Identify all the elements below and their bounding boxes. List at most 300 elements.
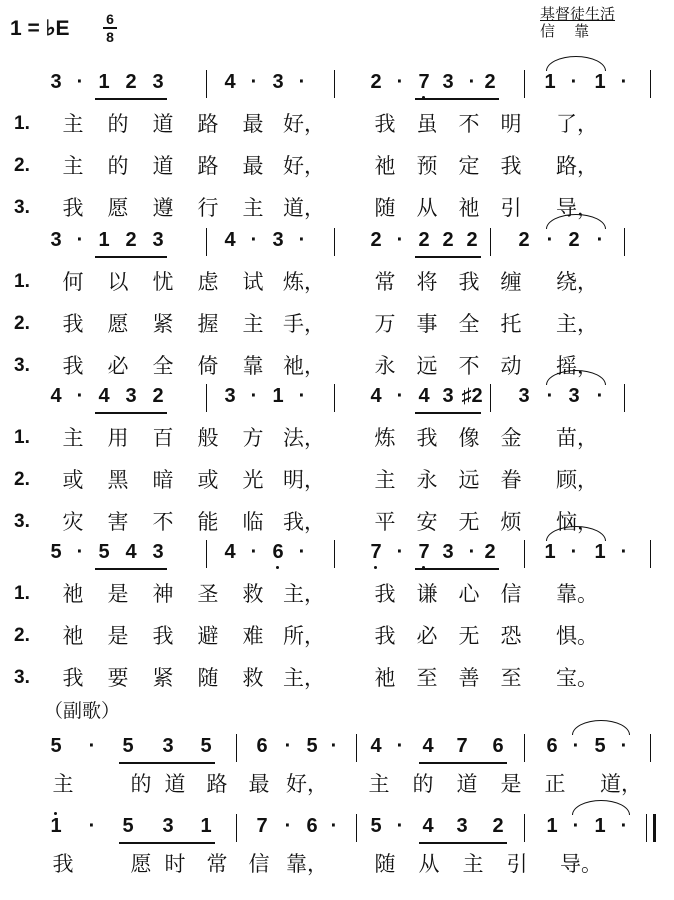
duration-dot: · bbox=[250, 229, 258, 251]
note: 3 bbox=[50, 71, 62, 93]
lyric-syllable: 事 bbox=[416, 312, 438, 336]
lyric-syllable: 主 bbox=[368, 772, 390, 796]
verse-number: 1. bbox=[14, 427, 30, 448]
lyric-syllable: 万 bbox=[374, 312, 396, 336]
lyric-syllable: 我 bbox=[500, 154, 522, 178]
note: 1 bbox=[594, 815, 606, 837]
verse-number: 3. bbox=[14, 511, 30, 532]
lyric-syllable: 眷 bbox=[500, 468, 522, 492]
note: 4 bbox=[125, 541, 137, 563]
lyric-syllable: 至 bbox=[500, 666, 522, 690]
lyric-line bbox=[0, 770, 674, 798]
note: 7 bbox=[256, 815, 268, 837]
duration-dot: · bbox=[88, 735, 96, 757]
lyric-syllable: 道 bbox=[152, 154, 174, 178]
lyric-syllable: 手， bbox=[283, 312, 325, 336]
lyric-syllable: 导， bbox=[556, 196, 598, 220]
lyric-syllable: 明 bbox=[500, 112, 522, 136]
lyric-syllable: 远 bbox=[458, 468, 480, 492]
note: 4 bbox=[224, 541, 236, 563]
lyric-syllable: 能 bbox=[197, 510, 219, 534]
lyric-syllable: 道， bbox=[600, 772, 642, 796]
duration-dot: · bbox=[546, 229, 554, 251]
lyric-syllable: 愿 bbox=[107, 312, 129, 336]
lyric-syllable: 我 bbox=[458, 270, 480, 294]
verse-number: 2. bbox=[14, 155, 30, 176]
lyric-syllable: 好， bbox=[283, 154, 325, 178]
lyric-syllable: 祂 bbox=[458, 196, 480, 220]
note: 3 bbox=[152, 229, 164, 251]
note: 4 bbox=[422, 815, 434, 837]
song-credit bbox=[540, 6, 646, 40]
lyric-syllable: 心 bbox=[458, 582, 480, 606]
verse-number: 2. bbox=[14, 625, 30, 646]
duration-dot: · bbox=[620, 735, 628, 757]
duration-dot: · bbox=[298, 541, 306, 563]
lyric-syllable: 道， bbox=[283, 196, 325, 220]
lyric-syllable: 必 bbox=[416, 624, 438, 648]
bar-line bbox=[490, 228, 491, 256]
note: 1 bbox=[98, 229, 110, 251]
slur bbox=[572, 720, 630, 735]
time-signature bbox=[103, 12, 117, 44]
lyric-syllable: 是 bbox=[107, 582, 129, 606]
verse-number: 1. bbox=[14, 271, 30, 292]
lyric-syllable: 试 bbox=[242, 270, 264, 294]
notation-row bbox=[0, 224, 674, 264]
lyric-line bbox=[0, 268, 674, 296]
lyric-syllable: 要 bbox=[107, 666, 129, 690]
duration-dot: · bbox=[330, 735, 338, 757]
note: 3 bbox=[568, 385, 580, 407]
lyric-syllable: 主 bbox=[62, 426, 84, 450]
duration-dot: · bbox=[596, 229, 604, 251]
note: 3 bbox=[442, 541, 454, 563]
lyric-syllable: 的 bbox=[107, 112, 129, 136]
note: 5 bbox=[200, 735, 212, 757]
bar-line bbox=[206, 540, 207, 568]
lyric-syllable: 导。 bbox=[560, 852, 602, 876]
bar-line bbox=[624, 384, 625, 412]
lyric-syllable: 安 bbox=[416, 510, 438, 534]
lyric-syllable: 黑 bbox=[107, 468, 129, 492]
duration-dot: · bbox=[396, 71, 404, 93]
note: 3 bbox=[272, 229, 284, 251]
lyric-syllable: 最 bbox=[248, 772, 270, 796]
lyric-syllable: 紧 bbox=[152, 666, 174, 690]
bar-line bbox=[524, 734, 525, 762]
duration-dot: · bbox=[620, 815, 628, 837]
duration-dot: · bbox=[570, 541, 578, 563]
lyric-syllable: 主， bbox=[283, 582, 325, 606]
lyric-syllable: 信 bbox=[248, 852, 270, 876]
note: 1 bbox=[544, 71, 556, 93]
bar-line bbox=[206, 228, 207, 256]
note: 2 bbox=[492, 815, 504, 837]
note: 2 bbox=[466, 229, 478, 251]
lyric-syllable: 主 bbox=[62, 154, 84, 178]
lyric-syllable: 法， bbox=[283, 426, 325, 450]
lyric-syllable: 永 bbox=[416, 468, 438, 492]
bar-line bbox=[624, 228, 625, 256]
beam-underline bbox=[415, 256, 481, 258]
lyric-syllable: 我 bbox=[374, 624, 396, 648]
note: 2 bbox=[370, 71, 382, 93]
note: 2 bbox=[370, 229, 382, 251]
lyric-syllable: 靠 bbox=[242, 354, 264, 378]
lower-octave-dot bbox=[374, 566, 377, 569]
lyric-syllable: 祂 bbox=[374, 154, 396, 178]
lyric-syllable: 惧。 bbox=[556, 624, 598, 648]
lyric-line bbox=[0, 310, 674, 338]
note: 2 bbox=[442, 229, 454, 251]
note: 1 bbox=[544, 541, 556, 563]
duration-dot: · bbox=[596, 385, 604, 407]
lyric-syllable: 何 bbox=[62, 270, 84, 294]
final-bar-line bbox=[646, 814, 656, 842]
note: 2 bbox=[418, 229, 430, 251]
lyric-syllable: 随 bbox=[374, 852, 396, 876]
lyric-syllable: 我 bbox=[416, 426, 438, 450]
bar-line bbox=[356, 734, 357, 762]
duration-dot: · bbox=[546, 385, 554, 407]
lyric-syllable: 我 bbox=[62, 196, 84, 220]
note: 3 bbox=[442, 71, 454, 93]
lyric-syllable: 我 bbox=[152, 624, 174, 648]
note: 6 bbox=[256, 735, 268, 757]
slur bbox=[572, 800, 630, 815]
note: 5 bbox=[50, 541, 62, 563]
note: 1 bbox=[272, 385, 284, 407]
duration-dot: · bbox=[620, 71, 628, 93]
upper-octave-dot bbox=[54, 812, 57, 815]
lyric-syllable: 金 bbox=[500, 426, 522, 450]
note: 5 bbox=[98, 541, 110, 563]
lyric-syllable: 炼 bbox=[374, 426, 396, 450]
lyric-syllable: 主 bbox=[242, 196, 264, 220]
lyric-syllable: 必 bbox=[107, 354, 129, 378]
lyric-syllable: 光 bbox=[242, 468, 264, 492]
note: 6 bbox=[306, 815, 318, 837]
duration-dot: · bbox=[284, 735, 292, 757]
lyric-syllable: 最 bbox=[242, 154, 264, 178]
verse-number: 1. bbox=[14, 583, 30, 604]
beam-underline bbox=[415, 568, 499, 570]
lyric-syllable: 靠。 bbox=[556, 582, 598, 606]
duration-dot: · bbox=[396, 229, 404, 251]
notation-row bbox=[0, 66, 674, 106]
lyric-syllable: 虑 bbox=[197, 270, 219, 294]
lyric-syllable: 行 bbox=[197, 196, 219, 220]
lyric-line bbox=[0, 580, 674, 608]
note: 4 bbox=[98, 385, 110, 407]
lyric-syllable: 无 bbox=[458, 510, 480, 534]
lyric-syllable: 救 bbox=[242, 582, 264, 606]
note: ♯2 bbox=[461, 385, 483, 407]
lyric-syllable: 定 bbox=[458, 154, 480, 178]
duration-dot: · bbox=[572, 735, 580, 757]
bar-line bbox=[206, 384, 207, 412]
note: 3 bbox=[518, 385, 530, 407]
lyric-syllable: 常 bbox=[374, 270, 396, 294]
lyric-syllable: 祂， bbox=[283, 354, 325, 378]
bar-line bbox=[490, 384, 491, 412]
lyric-line bbox=[0, 466, 674, 494]
bar-line bbox=[236, 734, 237, 762]
lyric-syllable: 灾 bbox=[62, 510, 84, 534]
duration-dot: · bbox=[88, 815, 96, 837]
lyric-syllable: 害 bbox=[107, 510, 129, 534]
lyric-syllable: 主， bbox=[283, 666, 325, 690]
lyric-syllable: 百 bbox=[152, 426, 174, 450]
notation-row bbox=[0, 536, 674, 576]
lyric-syllable: 或 bbox=[62, 468, 84, 492]
note: 3 bbox=[125, 385, 137, 407]
lyric-syllable: 路 bbox=[197, 154, 219, 178]
lyric-line bbox=[0, 424, 674, 452]
notation-row bbox=[0, 810, 674, 850]
beam-underline bbox=[419, 842, 507, 844]
lyric-syllable: 远 bbox=[416, 354, 438, 378]
lyric-syllable: 道 bbox=[456, 772, 478, 796]
lyric-syllable: 虽 bbox=[416, 112, 438, 136]
lyric-syllable: 不 bbox=[152, 510, 174, 534]
note: 4 bbox=[422, 735, 434, 757]
lyric-syllable: 靠， bbox=[286, 852, 328, 876]
note: 3 bbox=[456, 815, 468, 837]
lyric-syllable: 主， bbox=[556, 312, 598, 336]
lyric-syllable: 用 bbox=[107, 426, 129, 450]
note: 5 bbox=[122, 735, 134, 757]
duration-dot: · bbox=[298, 71, 306, 93]
note: 6 bbox=[546, 735, 558, 757]
beam-underline bbox=[419, 762, 507, 764]
lyric-syllable: 动 bbox=[500, 354, 522, 378]
meter-bottom: 8 bbox=[106, 29, 114, 45]
lyric-syllable: 忧 bbox=[152, 270, 174, 294]
song-source: 基督徒生活 bbox=[540, 5, 616, 23]
lyric-syllable: 随 bbox=[197, 666, 219, 690]
duration-dot: · bbox=[250, 385, 258, 407]
lyric-syllable: 我 bbox=[374, 112, 396, 136]
lyric-syllable: 握 bbox=[197, 312, 219, 336]
beam-underline bbox=[95, 568, 167, 570]
lyric-syllable: 是 bbox=[107, 624, 129, 648]
note: 2 bbox=[518, 229, 530, 251]
beam-underline bbox=[95, 412, 167, 414]
lyric-syllable: 绕， bbox=[556, 270, 598, 294]
lyric-syllable: 至 bbox=[416, 666, 438, 690]
lyric-syllable: 主 bbox=[462, 852, 484, 876]
lyric-syllable: 摇， bbox=[556, 354, 598, 378]
lyric-syllable: 愿 bbox=[130, 852, 152, 876]
lyric-syllable: 时 bbox=[164, 852, 186, 876]
lyric-syllable: 我， bbox=[283, 510, 325, 534]
note: 4 bbox=[370, 735, 382, 757]
note: 7 bbox=[412, 70, 436, 94]
note: 3 bbox=[50, 229, 62, 251]
lyric-syllable: 所， bbox=[283, 624, 325, 648]
lyric-syllable: 路， bbox=[556, 154, 598, 178]
duration-dot: · bbox=[396, 385, 404, 407]
bar-line bbox=[356, 814, 357, 842]
bar-line bbox=[650, 734, 651, 762]
beam-underline bbox=[95, 256, 167, 258]
bar-line bbox=[524, 540, 525, 568]
note: 4 bbox=[224, 71, 236, 93]
lyric-syllable: 好， bbox=[286, 772, 328, 796]
lyric-syllable: 了， bbox=[556, 112, 598, 136]
note: 3 bbox=[272, 71, 284, 93]
lyric-syllable: 主 bbox=[62, 112, 84, 136]
lyric-syllable: 像 bbox=[458, 426, 480, 450]
lyric-syllable: 顾， bbox=[556, 468, 598, 492]
verse-number: 1. bbox=[14, 113, 30, 134]
lyric-syllable: 善 bbox=[458, 666, 480, 690]
lyric-syllable: 平 bbox=[374, 510, 396, 534]
lyric-syllable: 不 bbox=[458, 112, 480, 136]
lyric-syllable: 的 bbox=[107, 154, 129, 178]
beam-underline bbox=[119, 842, 215, 844]
lyric-syllable: 引 bbox=[500, 196, 522, 220]
note: 3 bbox=[224, 385, 236, 407]
lyric-syllable: 我 bbox=[62, 666, 84, 690]
slur bbox=[546, 56, 606, 71]
lyric-syllable: 好， bbox=[283, 112, 325, 136]
lyric-syllable: 的 bbox=[412, 772, 434, 796]
verse-number: 3. bbox=[14, 355, 30, 376]
lyric-syllable: 烦 bbox=[500, 510, 522, 534]
duration-dot: · bbox=[396, 735, 404, 757]
bar-line bbox=[206, 70, 207, 98]
lyric-line bbox=[0, 152, 674, 180]
lyric-syllable: 预 bbox=[416, 154, 438, 178]
lyric-syllable: 炼， bbox=[283, 270, 325, 294]
lyric-syllable: 道 bbox=[164, 772, 186, 796]
note: 1 bbox=[98, 71, 110, 93]
duration-dot: · bbox=[570, 71, 578, 93]
lyric-syllable: 暗 bbox=[152, 468, 174, 492]
note: 3 bbox=[162, 735, 174, 757]
lyric-syllable: 不 bbox=[458, 354, 480, 378]
lyric-syllable: 遵 bbox=[152, 196, 174, 220]
note: 5 bbox=[370, 815, 382, 837]
note: 1 bbox=[200, 815, 212, 837]
verse-number: 3. bbox=[14, 197, 30, 218]
verse-number: 3. bbox=[14, 667, 30, 688]
note: 5 bbox=[594, 735, 606, 757]
lyric-syllable: 祂 bbox=[62, 624, 84, 648]
lyric-syllable: 主 bbox=[52, 772, 74, 796]
lyric-syllable: 全 bbox=[152, 354, 174, 378]
lyric-syllable: 引 bbox=[506, 852, 528, 876]
note: 5 bbox=[50, 735, 62, 757]
duration-dot: · bbox=[572, 815, 580, 837]
lyric-syllable: 随 bbox=[374, 196, 396, 220]
lyric-syllable: 祂 bbox=[374, 666, 396, 690]
lyric-line bbox=[0, 622, 674, 650]
bar-line bbox=[524, 814, 525, 842]
note: 5 bbox=[306, 735, 318, 757]
beam-underline bbox=[415, 412, 481, 414]
note: 4 bbox=[224, 229, 236, 251]
note: 1 bbox=[594, 71, 606, 93]
note: 5 bbox=[122, 815, 134, 837]
lyric-syllable: 以 bbox=[107, 270, 129, 294]
duration-dot: · bbox=[396, 815, 404, 837]
duration-dot: · bbox=[298, 229, 306, 251]
beam-underline bbox=[119, 762, 215, 764]
lyric-syllable: 我 bbox=[62, 354, 84, 378]
lyric-syllable: 的 bbox=[130, 772, 152, 796]
lyric-syllable: 将 bbox=[416, 270, 438, 294]
lyric-syllable: 救 bbox=[242, 666, 264, 690]
lyric-line bbox=[0, 664, 674, 692]
note: 3 bbox=[442, 385, 454, 407]
note: 2 bbox=[125, 71, 137, 93]
duration-dot: · bbox=[76, 385, 84, 407]
notation-row bbox=[0, 730, 674, 770]
note: 4 bbox=[418, 385, 430, 407]
lyric-syllable: 无 bbox=[458, 624, 480, 648]
notation-row bbox=[0, 380, 674, 420]
bar-line bbox=[524, 70, 525, 98]
lyric-syllable: 圣 bbox=[197, 582, 219, 606]
lyric-syllable: 苗， bbox=[556, 426, 598, 450]
lyric-syllable: 倚 bbox=[197, 354, 219, 378]
bar-line bbox=[334, 70, 335, 98]
duration-dot: · bbox=[250, 541, 258, 563]
duration-dot: · bbox=[468, 71, 476, 93]
duration-dot: · bbox=[76, 541, 84, 563]
lyric-syllable: 正 bbox=[544, 772, 566, 796]
note: 1 bbox=[546, 815, 558, 837]
lyric-syllable: 我 bbox=[374, 582, 396, 606]
note: 2 bbox=[484, 541, 496, 563]
bar-line bbox=[334, 228, 335, 256]
duration-dot: · bbox=[250, 71, 258, 93]
lyric-syllable: 常 bbox=[206, 852, 228, 876]
lower-octave-dot bbox=[276, 566, 279, 569]
note: 3 bbox=[152, 71, 164, 93]
note: 7 bbox=[364, 540, 388, 564]
lyric-syllable: 临 bbox=[242, 510, 264, 534]
lyric-syllable: 紧 bbox=[152, 312, 174, 336]
lyric-syllable: 托 bbox=[500, 312, 522, 336]
lyric-syllable: 全 bbox=[458, 312, 480, 336]
lyric-syllable: 或 bbox=[197, 468, 219, 492]
bar-line bbox=[650, 540, 651, 568]
duration-dot: · bbox=[396, 541, 404, 563]
chorus-label: （副歌） bbox=[44, 700, 121, 722]
note: 6 bbox=[266, 540, 290, 564]
bar-line bbox=[334, 384, 335, 412]
note: 2 bbox=[152, 385, 164, 407]
song-title: 信 靠 bbox=[540, 22, 590, 40]
lyric-syllable: 永 bbox=[374, 354, 396, 378]
lyric-syllable: 我 bbox=[52, 852, 74, 876]
lyric-syllable: 从 bbox=[416, 196, 438, 220]
note: 1 bbox=[594, 541, 606, 563]
lyric-syllable: 难 bbox=[242, 624, 264, 648]
note: 4 bbox=[370, 385, 382, 407]
key-signature: 1 = ♭E bbox=[10, 17, 70, 40]
lyric-syllable: 般 bbox=[197, 426, 219, 450]
lyric-syllable: 路 bbox=[206, 772, 228, 796]
lyric-syllable: 宝。 bbox=[556, 666, 598, 690]
duration-dot: · bbox=[298, 385, 306, 407]
meter-top: 6 bbox=[106, 11, 114, 27]
